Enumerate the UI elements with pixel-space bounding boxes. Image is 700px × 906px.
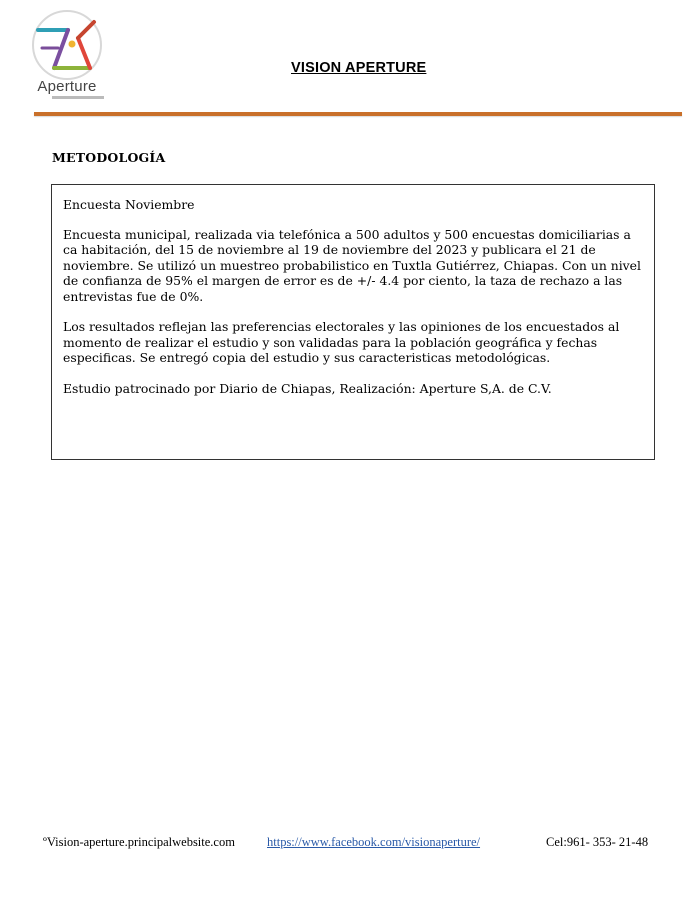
footer-phone: Cel:961- 353- 21-48 [546,835,649,849]
survey-name: Encuesta Noviembre [63,197,195,212]
page-title: VISION APERTURE [291,60,427,76]
section-title: METODOLOGÍA [52,150,166,165]
aperture-logo-icon [28,8,106,82]
sponsor-statement: Estudio patrocinado por Diario de Chiapas, Realización: Aperture S,A. de C.V. [63,380,552,396]
footer-website: ºVision-aperture.principalwebsite.com [43,835,235,849]
methodology-paragraph-1: Encuesta municipal, realizada via telefónica a 500 adultos y 500 encuestas domiciliarias a ca habitación, del 15 de noviembre al 19 de noviembre del 2023 y publicara el 21 de noviembre. Se utilizó un muestreo probabilistico en Tuxtla Gutiérrez, Chiapas. Con un nivel de confianza de 95% el margen de error es de +/- 4.4 por ciento, la taza de rechazo a las entrevistas fue de 0%. [63,226,641,304]
aperture-logo [28,8,106,102]
methodology-box [51,184,655,460]
methodology-paragraph-2: Los resultados reflejan las preferencias electorales y las opiniones de los encuestados al momento de realizar el estudio y son validadas para la población geográfica y fechas especificas. Se entregó copia del estudio y sus caracteristicas metodológicas. [63,319,620,365]
logo-tagline [52,96,104,99]
logo-wordmark: Aperture [37,78,97,95]
footer-facebook-link[interactable]: https://www.facebook.com/visionaperture/ [267,835,481,849]
header-divider [34,112,682,116]
